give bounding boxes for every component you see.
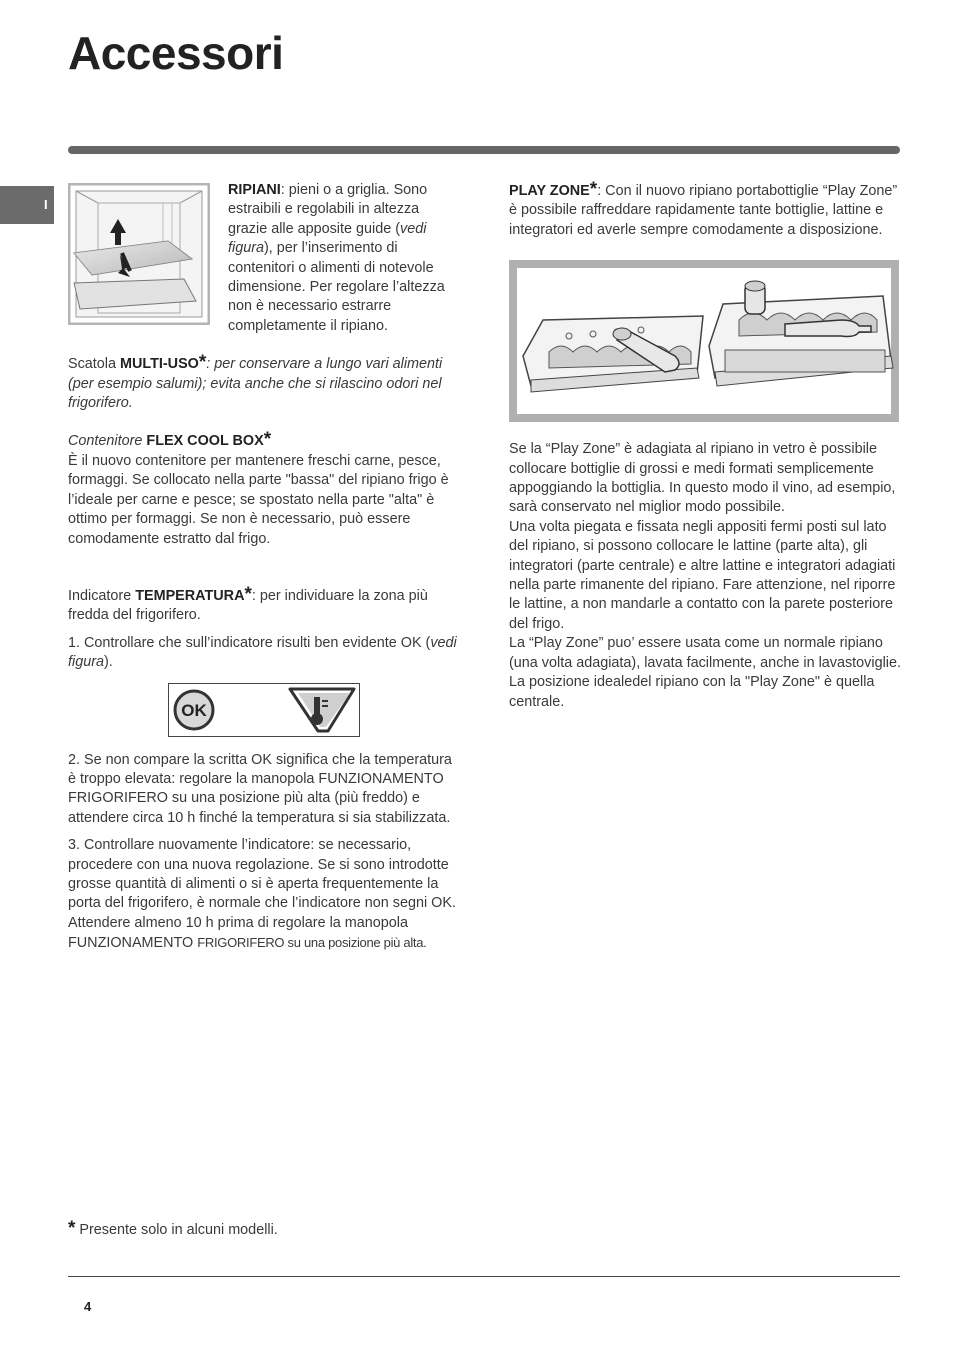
temperatura-text: : per individuare la zona più fredda del frigorifero. bbox=[68, 587, 428, 624]
ripiani-text-2: ), per l’inserimento di contenitori o alimenti di notevole dimensione. Per regolare l’altezza non è necessario estrarre completamente il ripiano. bbox=[228, 240, 445, 334]
temperatura-star: * bbox=[244, 583, 252, 605]
playzone-para-3: La “Play Zone” puo’ essere usata come un normale ripiano (una volta adagiata), lavata facilmente, anche in lavastoviglie. La posizione idealedel ripiano con la "Play Zone" è quella centrale. bbox=[509, 635, 901, 710]
page-title: Accessori bbox=[68, 27, 284, 79]
language-tab-label: I bbox=[44, 197, 48, 212]
temperatura-prefix: Indicatore bbox=[68, 587, 136, 604]
multiuso-paragraph bbox=[68, 352, 462, 413]
playzone-paragraph bbox=[509, 179, 901, 240]
temperatura-paragraph bbox=[68, 583, 462, 626]
playzone-text: : Con il nuovo ripiano portabottiglie “Play Zone” è possibile raffreddare rapidamente tante bottiglie, lattine e integratori ed averle sempre comodamente a disposizione. bbox=[509, 183, 898, 238]
shelf-figure bbox=[68, 183, 210, 325]
step1-text-a: 1. Controllare che sull’indicatore risulti ben evidente OK ( bbox=[68, 634, 431, 651]
left-column bbox=[68, 181, 462, 954]
playzone-para-2: Una volta piegata e fissata negli appositi fermi posti sul lato del ripiano, si possono collocare le lattine (parte alta), gli integratori (parte centrale) e altre lattine e integratori adagiati nella parte rimanente del ripiano. Fare attenzione, nel riporre le lattine, a non mandarle a contatto con la parete posteriore del frigo. bbox=[509, 518, 896, 632]
footnote-text: Presente solo in alcuni modelli. bbox=[75, 1222, 278, 1238]
play-zone-figure bbox=[509, 260, 899, 422]
playzone-star: * bbox=[589, 179, 598, 200]
multiuso-heading: MULTI-USO bbox=[120, 356, 199, 373]
multiuso-prefix: Scatola bbox=[68, 356, 120, 373]
footer-rule bbox=[68, 1276, 900, 1277]
step1-figure-ref: vedi figura bbox=[68, 634, 457, 671]
temperatura-step-1 bbox=[68, 634, 462, 673]
flexcool-text: È il nuovo contenitore per mantenere freschi carne, pesce, formaggi. Se collocato nella parte "bassa" del ripiano frigo è l’ideale per carne e pesce; se spostato nella parte "alta" è ottimo per formaggi. Se non è necessario, può essere comodamente estratto dal frigo. bbox=[68, 452, 449, 547]
flexcool-heading-line bbox=[68, 429, 462, 451]
ok-label: OK bbox=[181, 700, 207, 720]
playzone-heading: PLAY ZONE bbox=[509, 183, 590, 199]
temperatura-step-3 bbox=[68, 836, 462, 953]
step3-text-b: FRIGORIFERO su una posizione più alta. bbox=[197, 935, 427, 951]
temperature-indicator-figure bbox=[168, 683, 360, 737]
ripiani-figure-ref: vedi figura bbox=[228, 220, 427, 257]
flexcool-prefix: Contenitore bbox=[68, 433, 147, 450]
right-column bbox=[509, 179, 901, 712]
language-tab bbox=[0, 186, 54, 224]
playzone-para-1: Se la “Play Zone” è adagiata al ripiano in vetro è possibile collocare bottiglie di grossi e medi formati semplicemente appoggiando la bottiglia. In questo modo il vino, ad esempio, sarà conservato nel miglior modo possibile. bbox=[509, 441, 896, 516]
footnote bbox=[68, 1218, 278, 1239]
header-rule bbox=[68, 146, 900, 154]
step3-text-a: 3. Controllare nuovamente l’indicatore: se necessario, procedere con una nuova regolazione. Se si sono introdotte grosse quantità di alimenti o si è aperta frequentemente la porta del frigorifero, è normale che l’indicatore non segni OK. Attendere almeno 10 h prima di regolare la manopola FUNZIONAMENTO bbox=[68, 837, 456, 952]
temperatura-step-2: 2. Se non compare la scritta OK significa che la temperatura è troppo elevata: regolare la manopola FUNZIONAMENTO FRIGORIFERO su una posizione più alta (più freddo) e attendere circa 10 h finché la temperatura si sia stabilizzata. bbox=[68, 751, 452, 826]
flexcool-heading: FLEX COOL BOX bbox=[146, 433, 264, 450]
footnote-star: * bbox=[68, 1218, 76, 1239]
flexcool-star: * bbox=[263, 429, 272, 451]
temperatura-heading: TEMPERATURA bbox=[135, 587, 245, 604]
page-number: 4 bbox=[84, 1299, 92, 1314]
ripiani-heading: RIPIANI bbox=[228, 182, 281, 198]
multiuso-star: * bbox=[198, 352, 207, 374]
multiuso-text: : per conservare a lungo vari alimenti (per esempio salumi); evita anche che si rilascino odori nel frigorifero. bbox=[68, 356, 443, 412]
step1-text-b: ). bbox=[104, 654, 113, 671]
ripiani-text-1: : pieni o a griglia. Sono estraibili e regolabili in altezza grazie alle apposite guide ( bbox=[228, 182, 428, 237]
